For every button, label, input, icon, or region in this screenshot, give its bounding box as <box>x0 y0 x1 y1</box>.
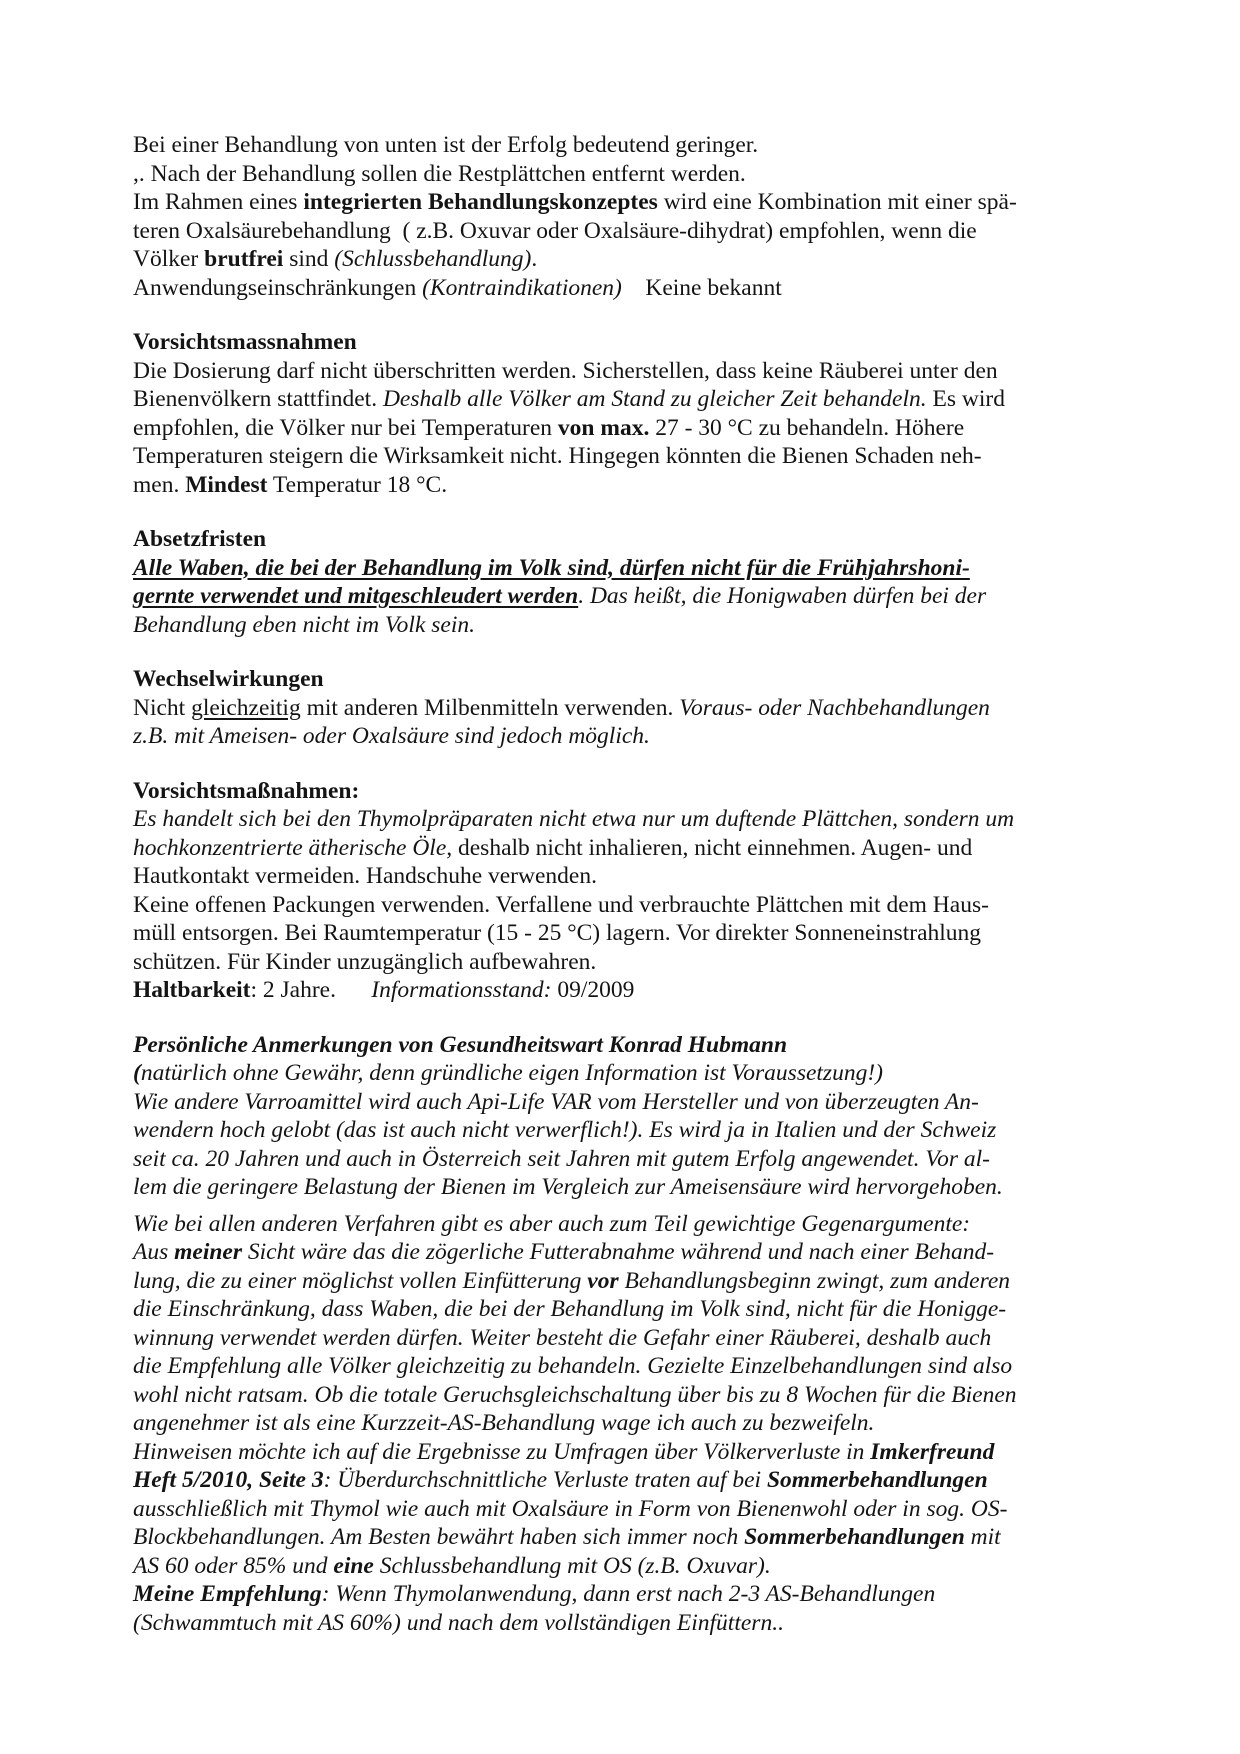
text-line <box>133 1609 1128 1638</box>
text-line <box>133 471 1128 500</box>
text-run: deshalb nicht inhalieren, nicht einnehmen. Augen- und <box>452 834 973 861</box>
text-run: mit <box>964 1524 1001 1550</box>
paragraph <box>133 1059 1128 1202</box>
text-line <box>133 1523 1128 1552</box>
text-line <box>133 442 1128 471</box>
text-run: z.B. mit Ameisen- oder Oxalsäure sind jedoch möglich. <box>133 723 650 749</box>
text-run: Meine Empfehlung <box>133 1581 322 1607</box>
text-line <box>133 414 1128 443</box>
text-run: : Wenn Thymolanwendung, dann erst nach 2-3 AS-Behandlungen <box>321 1581 936 1607</box>
text-run: 09/2009 <box>551 977 635 1003</box>
text-run: Bei einer Behandlung von unten ist der Erfolg bedeutend geringer. <box>133 132 759 158</box>
text-run: Behandlung eben nicht im Volk sein. <box>133 611 475 638</box>
text-line <box>133 525 1128 554</box>
section-heading <box>133 665 1128 694</box>
text-line <box>133 357 1128 386</box>
text-line <box>133 217 1128 246</box>
text-run: meiner <box>174 1239 243 1265</box>
text-run: Absetzfristen <box>133 526 267 552</box>
text-line <box>133 1145 1128 1174</box>
text-run: die Einschränkung, dass Waben, die bei der Behandlung im Volk sind, nicht für die Honigge- <box>133 1296 1007 1322</box>
text-run: Völker <box>133 246 205 272</box>
text-line <box>133 188 1128 217</box>
text-line <box>133 1409 1128 1438</box>
text-run: Aus <box>133 1239 175 1265</box>
text-run: Es wird <box>926 386 1005 412</box>
text-run: Blockbehandlungen. Am Besten bewährt haben sich immer noch <box>133 1524 745 1550</box>
section-heading <box>133 777 1128 806</box>
text-run: Voraus- oder Nachbehandlungen <box>679 694 990 721</box>
text-line <box>133 1352 1128 1381</box>
text-run: lung, die zu einer möglichst vollen Einfütterung <box>133 1267 588 1294</box>
text-run: men. <box>133 471 186 498</box>
text-run: Temperatur 18 °C. <box>267 471 448 498</box>
text-line <box>133 665 1128 694</box>
text-run: Nicht <box>133 694 192 721</box>
text-run: gleichzeitig <box>191 694 301 721</box>
text-run: Sommerbehandlungen <box>766 1467 988 1493</box>
text-run: Hinweisen möchte ich auf die Ergebnisse zu Umfragen über Völkerverluste in <box>133 1438 871 1465</box>
text-run: mit anderen Milbenmitteln verwenden. <box>300 694 680 721</box>
text-run: ausschließlich mit Thymol wie auch mit Oxalsäure in Form von Bienenwohl oder in sog. OS- <box>133 1495 1008 1522</box>
text-run: Heft 5/2010, Seite 3 <box>133 1467 324 1493</box>
text-run: Vorsichtsmaßnahmen: <box>133 777 360 804</box>
text-run: . Das heißt, die Honigwaben dürfen bei der <box>578 583 987 609</box>
paragraph <box>133 554 1128 640</box>
text-run: ,. Nach der Behandlung sollen die Restplättchen entfernt werden. <box>133 160 746 187</box>
text-run: Deshalb alle Völker am Stand zu gleicher Zeit behandeln. <box>382 386 927 412</box>
text-run: Alle Waben, die bei der Behandlung im Volk sind, dürfen nicht für die Frühjahrshoni- <box>133 554 970 581</box>
text-run: 27 - 30 °C zu behandeln. Höhere <box>649 414 965 441</box>
text-run: Keine offenen Packungen verwenden. Verfallene und verbrauchte Plättchen mit dem Haus- <box>133 891 989 918</box>
text-run: : Überdurchschnittliche Verluste traten auf bei <box>323 1467 767 1493</box>
text-line <box>133 722 1128 751</box>
text-run: Schlussbehandlung mit OS (z.B. Oxuvar). <box>373 1552 771 1579</box>
text-run: winnung verwendet werden dürfen. Weiter besteht die Gefahr einer Räuberei, deshalb auch <box>133 1324 992 1351</box>
text-line <box>133 948 1128 977</box>
text-run: vor <box>587 1267 619 1294</box>
text-line <box>133 611 1128 640</box>
text-run: Vorsichtsmassnahmen <box>133 329 357 355</box>
paragraph <box>133 357 1128 500</box>
text-run: Haltbarkeit <box>133 977 251 1003</box>
text-line <box>133 1210 1128 1239</box>
text-run: gernte verwendet und mitgeschleudert werden <box>133 583 579 609</box>
text-line <box>133 777 1128 806</box>
text-run: wird eine Kombination mit einer spä- <box>657 189 1017 215</box>
text-run: Sommerbehandlungen <box>744 1524 965 1550</box>
text-run: müll entsorgen. Bei Raumtemperatur (15 - 25 °C) lagern. Vor direkter Sonneneinstrahlung <box>133 920 982 946</box>
text-line <box>133 385 1128 414</box>
section-heading <box>133 328 1128 357</box>
text-run: Behandlungsbeginn zwingt, zum anderen <box>618 1267 1011 1294</box>
section-heading <box>133 525 1128 554</box>
text-run: integrierten Behandlungskonzeptes <box>303 189 658 215</box>
text-run: hochkonzentrierte ätherische Öle, <box>133 834 453 861</box>
paragraph <box>133 1210 1128 1638</box>
text-line <box>133 1381 1128 1410</box>
text-line <box>133 805 1128 834</box>
text-line <box>133 1031 1128 1060</box>
text-run: Die Dosierung darf nicht überschritten werden. Sicherstellen, dass keine Räuberei unter den <box>133 357 998 384</box>
text-run: von max. <box>557 414 650 441</box>
text-run: Imkerfreund <box>870 1438 995 1465</box>
text-line <box>133 1059 1128 1088</box>
text-run: . <box>531 246 538 272</box>
text-line <box>133 274 1128 303</box>
text-line <box>133 1324 1128 1353</box>
text-line <box>133 1580 1128 1609</box>
text-run: (Schlussbehandlung) <box>334 246 532 272</box>
text-run: Im Rahmen eines <box>133 189 304 215</box>
paragraph <box>133 694 1128 751</box>
text-line <box>133 919 1128 948</box>
text-line <box>133 245 1128 274</box>
text-line <box>133 891 1128 920</box>
text-run: Wie andere Varroamittel wird auch Api-Life VAR vom Hersteller und von überzeugten An- <box>133 1088 979 1115</box>
paragraph <box>133 131 1128 302</box>
text-line <box>133 160 1128 189</box>
text-line <box>133 1438 1128 1467</box>
text-run: Bienenvölkern stattfindet. <box>133 386 383 412</box>
text-run: Persönliche Anmerkungen von Gesundheitswart Konrad Hubmann <box>133 1031 788 1058</box>
text-run: wohl nicht ratsam. Ob die totale Geruchsgleichschaltung über bis zu 8 Wochen für die Bienen <box>133 1381 1017 1408</box>
paragraph <box>133 805 1128 1005</box>
text-line <box>133 1238 1128 1267</box>
text-line <box>133 976 1128 1005</box>
text-run: (Schwammtuch mit AS 60%) und nach dem vollständigen Einfüttern.. <box>133 1609 784 1636</box>
text-run: empfohlen, die Völker nur bei Temperaturen <box>133 414 558 441</box>
text-run: die Empfehlung alle Völker gleichzeitig zu behandeln. Gezielte Einzelbehandlungen sind also <box>133 1353 1013 1379</box>
text-run: wendern hoch gelobt (das ist auch nicht verwerflich!). Es wird ja in Italien und der Schweiz <box>133 1117 997 1143</box>
text-line <box>133 582 1128 611</box>
document-body <box>133 131 1128 1637</box>
text-run: Es handelt sich bei den Thymolpräparaten nicht etwa nur um duftende Plättchen, sondern um <box>133 806 1015 832</box>
text-run: Hautkontakt vermeiden. Handschuhe verwenden. <box>133 863 597 889</box>
text-line <box>133 862 1128 891</box>
text-run: seit ca. 20 Jahren und auch in Österreich seit Jahren mit gutem Erfolg angewendet. Vor al- <box>133 1145 990 1172</box>
text-line <box>133 1295 1128 1324</box>
text-line <box>133 1116 1128 1145</box>
text-line <box>133 554 1128 583</box>
section-heading <box>133 1031 1128 1060</box>
text-run: schützen. Für Kinder unzugänglich aufbewahren. <box>133 948 597 975</box>
text-run: : 2 Jahre. <box>250 977 372 1003</box>
text-run: (Kontraindikationen) <box>422 274 622 301</box>
text-run: Wie bei allen anderen Verfahren gibt es aber auch zum Teil gewichtige Gegenargumente: <box>133 1210 971 1237</box>
text-line <box>133 131 1128 160</box>
text-line <box>133 1267 1128 1296</box>
text-run: Anwendungseinschränkungen <box>133 274 423 301</box>
text-line <box>133 328 1128 357</box>
text-run: Informationsstand: <box>371 977 552 1003</box>
text-run: natürlich ohne Gewähr, denn gründliche eigen Information ist Voraussetzung!) <box>140 1060 883 1086</box>
text-line <box>133 1466 1128 1495</box>
text-run: lem die geringere Belastung der Bienen im Vergleich zur Ameisensäure wird hervorgehoben. <box>133 1174 1003 1200</box>
text-line <box>133 1552 1128 1581</box>
text-run: eine <box>333 1552 374 1579</box>
text-run: AS 60 oder 85% und <box>133 1552 334 1579</box>
text-line <box>133 1173 1128 1202</box>
text-run: Mindest <box>185 471 268 498</box>
text-line <box>133 1088 1128 1117</box>
text-line <box>133 1495 1128 1524</box>
text-line <box>133 694 1128 723</box>
text-run: Keine bekannt <box>621 274 782 301</box>
text-line <box>133 834 1128 863</box>
text-run: angenehmer ist als eine Kurzzeit-AS-Behandlung wage ich auch zu bezweifeln. <box>133 1410 875 1436</box>
text-run: teren Oxalsäurebehandlung ( z.B. Oxuvar oder Oxalsäure-dihydrat) empfohlen, wenn die <box>133 217 977 244</box>
text-run: Sicht wäre das die zögerliche Futterabnahme während und nach einer Behand- <box>242 1239 995 1265</box>
text-run: Temperaturen steigern die Wirksamkeit nicht. Hingegen könnten die Bienen Schaden neh- <box>133 443 982 469</box>
text-run: ( <box>133 1060 141 1086</box>
text-run: Wechselwirkungen <box>133 666 324 692</box>
text-run: brutfrei <box>204 246 284 272</box>
text-run: sind <box>283 246 335 272</box>
